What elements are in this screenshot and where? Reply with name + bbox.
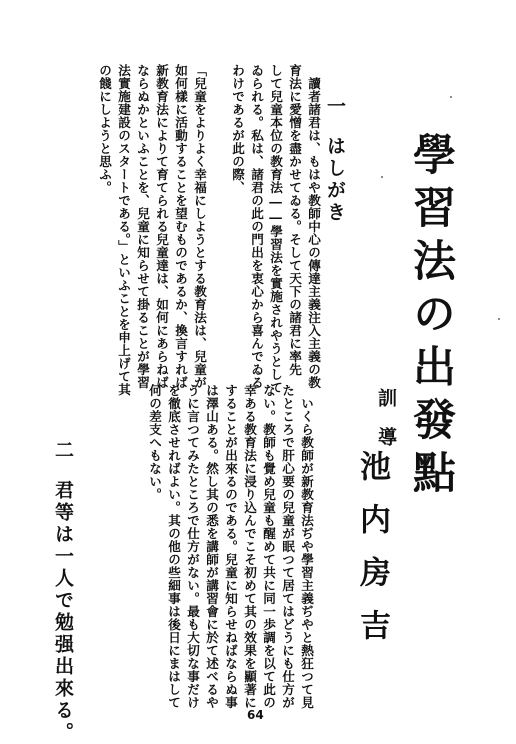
body-line: して兒童本位の教育法――學習法を實施されやうとして: [268, 64, 283, 394]
body-line: 「兒童をよりよく幸福にしようとする教育法は、兒童が: [192, 64, 207, 389]
body-line: の餞にしようと思ふ。: [97, 64, 112, 194]
author-name: 池内房吉: [354, 450, 390, 662]
body-line: することが出來るのである。兒童に知らせねばならぬ事: [223, 384, 238, 709]
body-line: 幸ある教育法に浸り込んでこそ初めて其の效果を顯著に: [242, 384, 257, 709]
body-line: 讀者諸君は、もはや教師中心の傳達主義注入主義の教: [306, 64, 321, 389]
body-line: は澤山ある。然し其の悉を講師が講習會に於て述べるや: [204, 384, 219, 709]
section-1-number: 一: [324, 96, 346, 118]
print-speck: [450, 96, 452, 98]
body-line: わけであるが此の際、: [230, 64, 245, 194]
print-speck: [381, 176, 383, 178]
body-line: たところで肝心要の兒童が眠つて居てはどうにも仕方が: [280, 384, 295, 709]
body-line: 新教育法によりて育てられる兒童達は、如何にあらねば: [154, 64, 169, 389]
body-line: 如何樣に活動することを望むものであるか、換言すれば: [173, 64, 188, 389]
body-line: 法實施建設のスタートである。」といふことを申上げて其: [116, 64, 131, 396]
body-line: ない。教師も覺め兒童も醒めて共に同一歩調を以て此の: [261, 384, 276, 709]
body-line: ゐられる。私は、諸君の此の門出を衷心から喜んでゐる: [249, 64, 264, 389]
print-speck: [498, 318, 500, 320]
body-line: 育法に愛憎を盡かせてゐる。そして天下の諸君に率先: [287, 64, 302, 376]
section-2-number: 二: [52, 440, 74, 462]
author-role: 訓導: [375, 388, 397, 466]
article-title: 學習法の出發點: [406, 132, 456, 503]
section-1-heading: [324, 96, 346, 224]
section-1-title: はしがき: [324, 136, 346, 224]
body-line: ならぬかといふことを、兒童に知らせて掛ることが學習: [135, 64, 150, 389]
section-2-heading: [52, 440, 74, 744]
body-line: いくら教師が新教育法ぢや學習主義ぢやと熱狂つて見: [299, 384, 314, 709]
body-line: うに言つてみたところで仕方がない。最も大切な事だけ: [185, 384, 200, 709]
body-line: を徹底させればよい。其の他の些細事は後日にまはして: [166, 384, 181, 709]
page-number: 64: [247, 708, 264, 722]
section-2-title: 君等は一人で勉强出來る。: [52, 480, 74, 744]
body-line: 何の差支へもない。: [147, 384, 162, 501]
